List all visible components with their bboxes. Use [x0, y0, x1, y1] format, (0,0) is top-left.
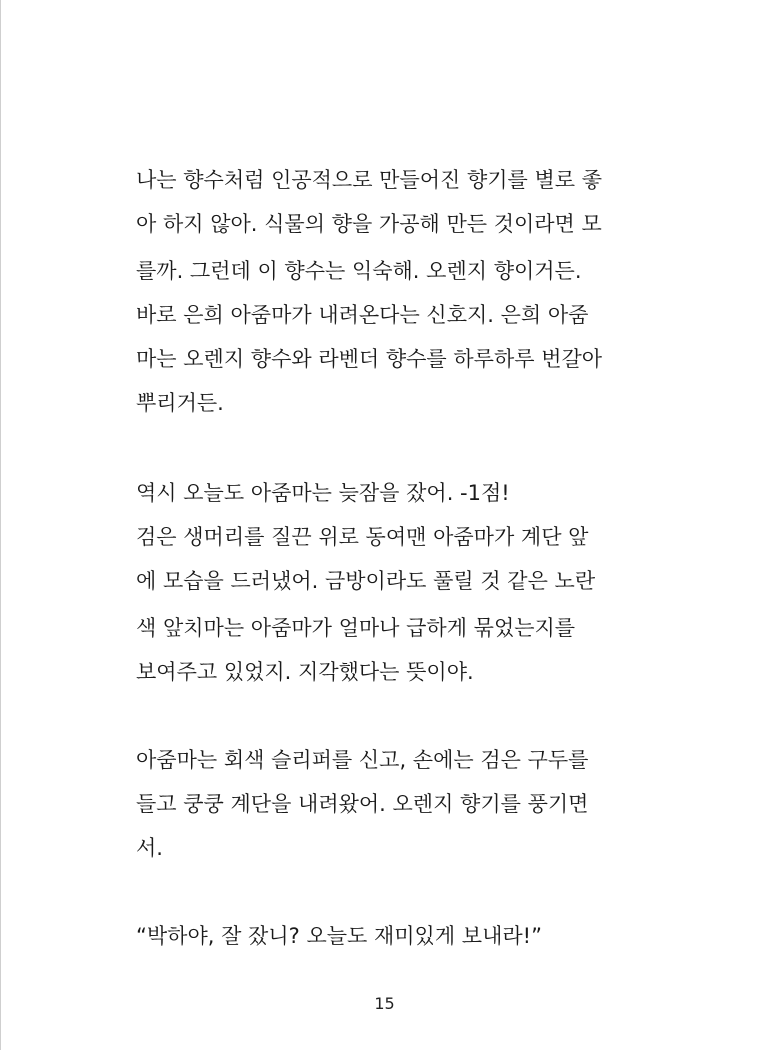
- dialogue-line: “박하야, 잘 잤니? 오늘도 재미있게 보내라!”: [136, 924, 542, 948]
- text-line: 역시 오늘도 아줌마는 늦잠을 잤어. -1점!: [136, 481, 510, 505]
- text-line: 바로 은희 아줌마가 내려온다는 신호지. 은희 아줌: [136, 303, 589, 327]
- text-line: 를까. 그런데 이 향수는 익숙해. 오렌지 향이거든.: [136, 259, 582, 283]
- text-line: 들고 쿵쿵 계단을 내려왔어. 오렌지 향기를 풍기면: [136, 792, 589, 816]
- text-line: 보여주고 있었지. 지각했다는 뜻이야.: [136, 660, 474, 684]
- page-edge: [0, 0, 1, 1050]
- text-line: 아줌마는 회색 슬리퍼를 신고, 손에는 검은 구두를: [136, 748, 589, 772]
- page-number: 15: [374, 994, 395, 1013]
- text-line: 서.: [136, 836, 163, 860]
- text-line: 아 하지 않아. 식물의 향을 가공해 만든 것이라면 모: [136, 212, 602, 236]
- text-line: 나는 향수처럼 인공적으로 만들어진 향기를 별로 좋: [136, 168, 603, 192]
- text-line: 뿌리거든.: [136, 391, 224, 415]
- text-line: 에 모습을 드러냈어. 금방이라도 풀릴 것 같은 노란: [136, 569, 596, 593]
- text-line: 색 앞치마는 아줌마가 얼마나 급하게 묶었는지를: [136, 616, 576, 640]
- text-line: 마는 오렌지 향수와 라벤더 향수를 하루하루 번갈아: [136, 347, 603, 371]
- text-line: 검은 생머리를 질끈 위로 동여맨 아줌마가 계단 앞: [136, 525, 589, 549]
